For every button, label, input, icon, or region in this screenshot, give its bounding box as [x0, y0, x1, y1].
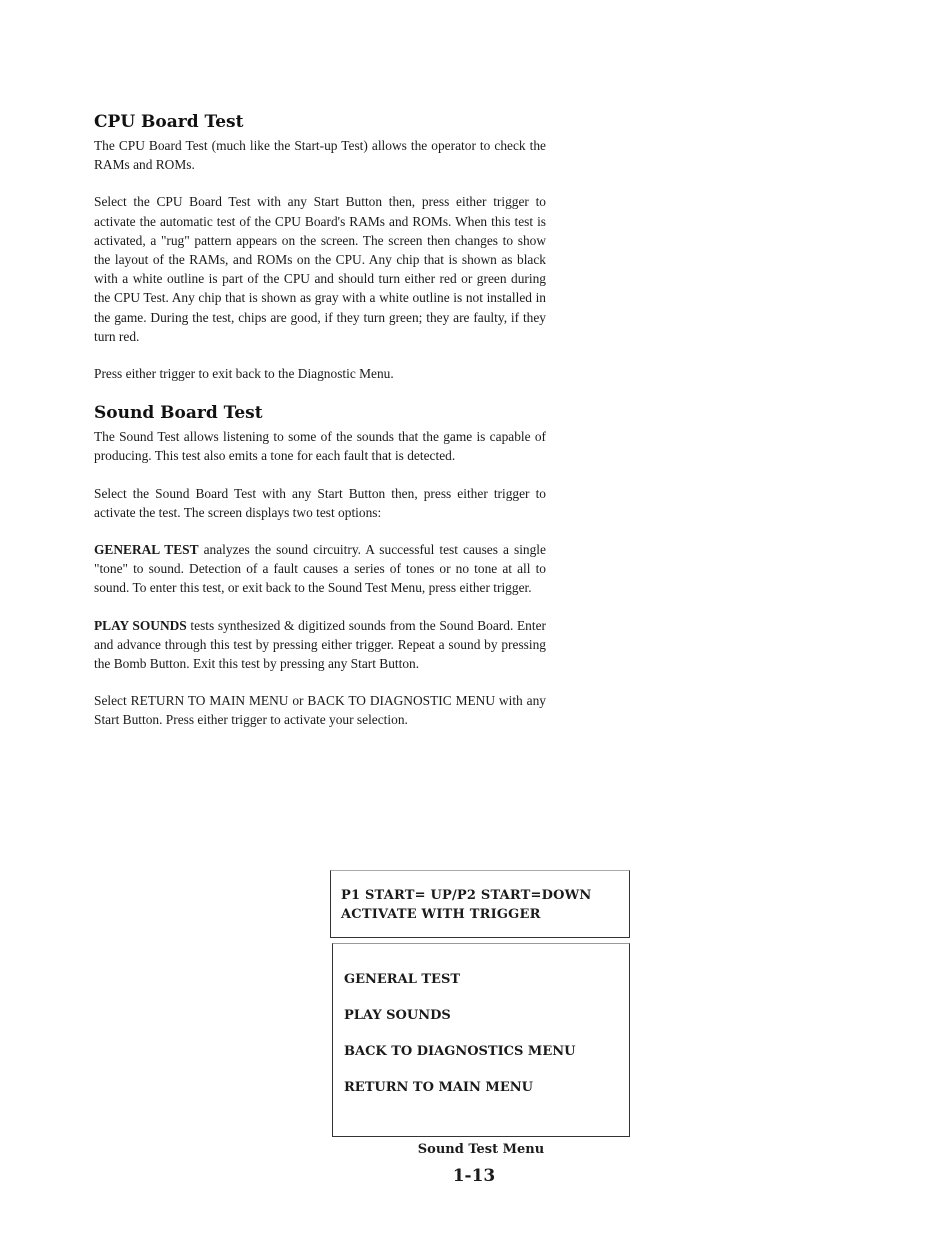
play-sounds-description: tests synthesized & digitized sounds from the Sound Board. Enter and advance through this test by pressing either trigger. Repeat a sound by pressing the Bomb Button. Exit this test by pressing any Start Button. [94, 617, 546, 672]
sound-intro-paragraph: The Sound Test allows listening to some of the sounds that the game is capable of producing. This test also emits a tone for each fault that is detected. [94, 429, 546, 464]
play-sounds-paragraph [94, 616, 546, 674]
manual-page-text [94, 112, 546, 730]
return-selection-paragraph: Select RETURN TO MAIN MENU or BACK TO DIAGNOSTIC MENU with any Start Button. Press either trigger to activate your selection. [94, 693, 546, 728]
cpu-intro-paragraph: The CPU Board Test (much like the Start-up Test) allows the operator to check the RAMs and ROMs. [94, 138, 546, 173]
menu-item-return-to-main[interactable]: RETURN TO MAIN MENU [344, 1080, 533, 1095]
menu-item-general-test[interactable]: GENERAL TEST [344, 972, 461, 987]
menu-item-back-to-diagnostics[interactable]: BACK TO DIAGNOSTICS MENU [344, 1044, 576, 1059]
play-sounds-term: PLAY SOUNDS [94, 617, 187, 633]
cpu-exit-paragraph: Press either trigger to exit back to the Diagnostic Menu. [94, 366, 394, 382]
page-number: 1-13 [452, 1166, 496, 1186]
general-test-paragraph [94, 540, 546, 598]
cpu-board-test-heading: CPU Board Test [94, 112, 244, 132]
cpu-procedure-paragraph: Select the CPU Board Test with any Start Button then, press either trigger to activate the automatic test of the CPU Board's RAMs and ROMs. When this test is activated, a "rug" pattern appears on the screen. The screen then changes to show the layout of the RAMs, and ROMs on the CPU. Any chip that is shown as black with a white outline is part of the CPU and should turn either red or green during the CPU Test. Any chip that is shown as gray with a white outline is not installed in the game. During the test, chips are good, if they turn green; they are faulty, if they turn red. [94, 194, 546, 344]
sound-procedure-paragraph: Select the Sound Board Test with any Start Button then, press either trigger to activate the test. The screen displays two test options: [94, 485, 546, 520]
sound-test-menu-box [332, 943, 630, 1137]
screen-header-line-2: ACTIVATE WITH TRIGGER [341, 907, 541, 922]
menu-item-play-sounds[interactable]: PLAY SOUNDS [344, 1008, 451, 1023]
screen-header-box [330, 870, 630, 938]
general-test-description: analyzes the sound circuitry. A successful test causes a single "tone" to sound. Detection of a fault causes a series of tones or no tone at all to sound. To enter this test, or exit back to the Sound Test Menu, press either trigger. [94, 542, 546, 596]
figure-caption: Sound Test Menu [417, 1142, 545, 1157]
sound-board-test-heading: Sound Board Test [94, 403, 263, 424]
general-test-term: GENERAL TEST [94, 542, 199, 558]
screen-header-line-1: P1 START= UP/P2 START=DOWN [341, 888, 592, 903]
